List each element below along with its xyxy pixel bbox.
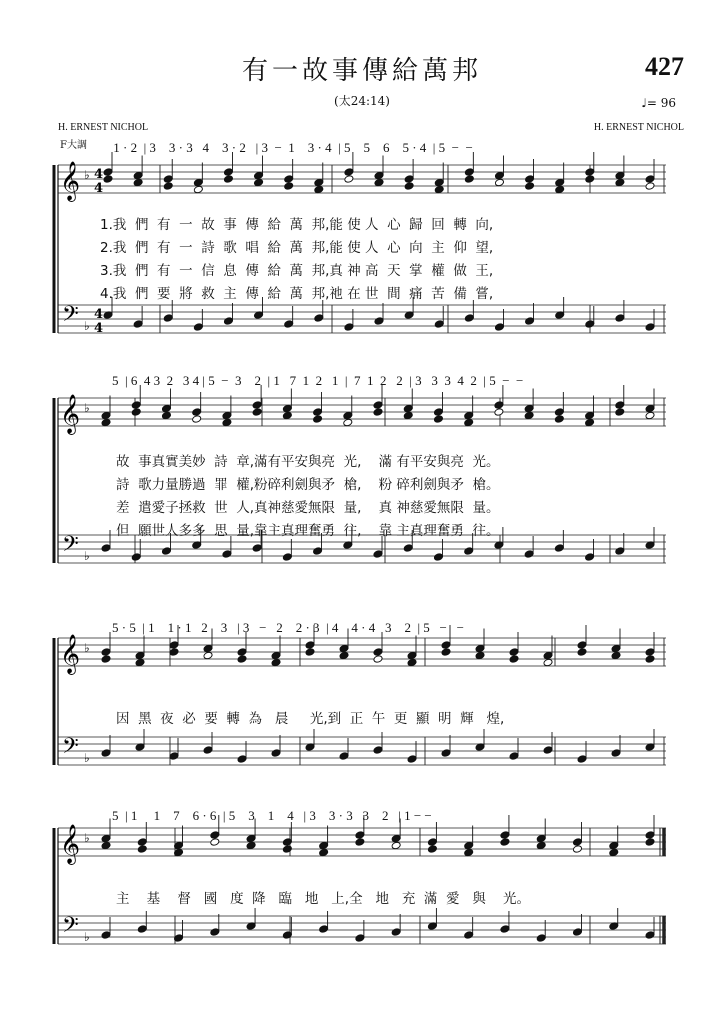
- treble-note: [373, 408, 383, 417]
- lyric-verse-2: 2.我 們 有 一 詩 歌 唱 給 萬 邦,能 使 人 心 向 主 仰 望,: [100, 240, 494, 256]
- treble-note: [464, 841, 474, 850]
- bass-note: [169, 752, 179, 761]
- treble-note: [210, 838, 220, 847]
- tempo-marking: ♩= 96: [641, 96, 676, 110]
- treble-note: [609, 841, 619, 850]
- treble-note: [427, 838, 437, 847]
- treble-note: [169, 641, 179, 650]
- treble-note: [524, 411, 534, 420]
- bass-note: [313, 547, 323, 556]
- flat-sign: ♭: [84, 751, 90, 765]
- bass-note: [645, 931, 655, 940]
- bass-note: [101, 544, 111, 553]
- treble-note: [494, 171, 504, 180]
- bass-note: [464, 547, 474, 556]
- lyric-verse-4: 4.我 們 要 將 救 主 傳 給 萬 邦,祂 在 世 間 痛 苦 備 嘗,: [100, 286, 494, 302]
- treble-note: [441, 648, 451, 657]
- bass-note: [344, 323, 354, 332]
- treble-note: [355, 838, 365, 847]
- treble-note: [222, 418, 232, 427]
- flat-sign: ♭: [84, 401, 90, 415]
- treble-note: [391, 834, 401, 843]
- treble-note: [645, 175, 655, 184]
- bass-note: [543, 746, 553, 755]
- treble-note: [192, 408, 202, 417]
- treble-note: [494, 408, 504, 417]
- bass-note: [355, 934, 365, 943]
- treble-note: [133, 171, 143, 180]
- treble-note: [282, 411, 292, 420]
- bass-note: [525, 317, 535, 326]
- treble-note: [555, 178, 565, 187]
- treble-note: [525, 182, 535, 191]
- bass-note: [577, 755, 587, 764]
- treble-note: [339, 651, 349, 660]
- treble-note: [407, 658, 417, 667]
- treble-note: [254, 171, 264, 180]
- treble-note: [163, 175, 173, 184]
- treble-note: [282, 404, 292, 413]
- treble-note: [319, 848, 329, 857]
- treble-note: [374, 178, 384, 187]
- flat-sign: ♭: [84, 168, 90, 182]
- treble-note: [193, 178, 203, 187]
- treble-note: [464, 848, 474, 857]
- treble-note: [433, 415, 443, 424]
- treble-note: [645, 411, 655, 420]
- bass-note: [407, 755, 417, 764]
- bass-note: [464, 931, 474, 940]
- treble-note: [237, 655, 247, 664]
- bass-note: [403, 544, 413, 553]
- treble-note: [464, 168, 474, 177]
- treble-note: [246, 841, 256, 850]
- lyric-verse-3: 差 遣愛子拯救 世 人,真神慈愛無限 量, 真 神慈愛無限 量。: [116, 500, 500, 516]
- bass-note: [282, 931, 292, 940]
- treble-note: [223, 168, 233, 177]
- treble-note: [373, 401, 383, 410]
- key-signature-text: F大調: [60, 140, 87, 151]
- treble-note: [585, 418, 595, 427]
- jianpu-line-3: 5 · 5 | 1 1 · 1 2 3 | 3 − 2 2 · 3 | 4 4 · 4 3 2 | 5 − −: [112, 620, 464, 635]
- treble-note: [101, 411, 111, 420]
- composer-credit-right: H. ERNEST NICHOL: [593, 122, 684, 133]
- treble-note: [645, 648, 655, 657]
- treble-note: [577, 648, 587, 657]
- treble-note: [391, 841, 401, 850]
- bass-note: [434, 320, 444, 329]
- treble-note: [373, 655, 383, 664]
- treble-note: [210, 831, 220, 840]
- lyric-verse-1: 1.我 們 有 一 故 事 傳 給 萬 邦,能 使 人 心 歸 回 轉 向,: [100, 217, 494, 233]
- treble-note: [611, 651, 621, 660]
- treble-note: [572, 845, 582, 854]
- treble-note: [169, 648, 179, 657]
- composer-credit-left: H. ERNEST NICHOL: [58, 122, 149, 133]
- bass-note: [585, 320, 595, 329]
- treble-note: [344, 168, 354, 177]
- treble-note: [193, 185, 203, 194]
- bass-note: [441, 749, 451, 758]
- treble-note: [133, 178, 143, 187]
- flat-sign: ♭: [84, 831, 90, 845]
- treble-note: [101, 655, 111, 664]
- treble-note: [101, 841, 111, 850]
- treble-note: [404, 182, 414, 191]
- treble-note: [137, 845, 147, 854]
- bass-note: [524, 550, 534, 559]
- bass-note: [161, 547, 171, 556]
- treble-note: [137, 838, 147, 847]
- treble-note: [645, 838, 655, 847]
- bass-note: [615, 314, 625, 323]
- treble-note: [192, 415, 202, 424]
- treble-note: [314, 185, 324, 194]
- bass-clef: 𝄢: [62, 532, 79, 562]
- bass-note: [203, 746, 213, 755]
- treble-note: [373, 648, 383, 657]
- treble-note: [427, 845, 437, 854]
- bass-note: [611, 749, 621, 758]
- bass-note: [101, 749, 111, 758]
- bass-note: [237, 755, 247, 764]
- flat-sign: ♭: [84, 641, 90, 655]
- treble-note: [101, 648, 111, 657]
- treble-note: [525, 175, 535, 184]
- treble-note: [237, 648, 247, 657]
- jianpu-line-4: 5 | 1 1 7 6 · 6 | 5 3 1 4 | 3 3 · 3 3 2 | 1 − −: [112, 808, 432, 823]
- treble-note: [374, 171, 384, 180]
- treble-note: [475, 651, 485, 660]
- treble-note: [434, 178, 444, 187]
- treble-note: [222, 411, 232, 420]
- treble-note: [271, 651, 281, 660]
- treble-note: [464, 175, 474, 184]
- bass-clef: 𝄢: [62, 734, 79, 764]
- treble-note: [611, 644, 621, 653]
- treble-note: [161, 411, 171, 420]
- jianpu-line-1: 1 · 2 | 3 3 · 3 4 3 · 2 | 3 − 1 3 · 4 | 5 5 6 5 · 4 | 5 − −: [110, 140, 473, 155]
- bass-note: [500, 925, 510, 934]
- treble-note: [494, 178, 504, 187]
- bass-note: [494, 323, 504, 332]
- treble-note: [282, 838, 292, 847]
- treble-clef: 𝄞: [60, 634, 81, 674]
- treble-note: [577, 641, 587, 650]
- lyric-verse-3: 3.我 們 有 一 信 息 傳 給 萬 邦,真 神 高 天 掌 權 做 王,: [100, 263, 494, 279]
- treble-note: [254, 178, 264, 187]
- treble-note: [131, 401, 141, 410]
- treble-note: [509, 655, 519, 664]
- treble-note: [282, 845, 292, 854]
- lyric-verse-2: 詩 歌力量勝過 罪 權,粉碎利劍與矛 槍, 粉 碎利劍與矛 槍。: [116, 477, 500, 493]
- treble-note: [313, 408, 323, 417]
- treble-note: [101, 834, 111, 843]
- treble-note: [543, 651, 553, 660]
- treble-note: [203, 644, 213, 653]
- lyric-verse-4: 但 願世人多多 思 量,靠主真理奮勇 往, 靠 主真理奮勇 往。: [116, 523, 500, 539]
- treble-note: [441, 641, 451, 650]
- bass-note: [373, 550, 383, 559]
- treble-note: [475, 644, 485, 653]
- bass-note: [210, 928, 220, 937]
- treble-note: [252, 408, 262, 417]
- treble-note: [645, 404, 655, 413]
- time-signature: 4: [94, 167, 104, 182]
- treble-note: [252, 401, 262, 410]
- treble-note: [223, 175, 233, 184]
- hymn-number: 427: [645, 52, 684, 81]
- bass-note: [133, 320, 143, 329]
- bass-note: [645, 323, 655, 332]
- treble-note: [163, 182, 173, 191]
- bass-note: [314, 314, 324, 323]
- treble-note: [103, 175, 113, 184]
- treble-note: [609, 848, 619, 857]
- treble-note: [131, 408, 141, 417]
- treble-note: [536, 834, 546, 843]
- treble-note: [524, 404, 534, 413]
- treble-note: [615, 171, 625, 180]
- bass-note: [131, 553, 141, 562]
- treble-note: [284, 175, 294, 184]
- bass-note: [339, 752, 349, 761]
- treble-note: [203, 651, 213, 660]
- treble-note: [615, 401, 625, 410]
- treble-note: [555, 185, 565, 194]
- bass-note: [554, 544, 564, 553]
- treble-note: [319, 841, 329, 850]
- lyric-line-4: 主 基 督 國 度 降 臨 地 上,全 地 充 滿 愛 與 光。: [116, 891, 531, 907]
- bass-note: [284, 320, 294, 329]
- treble-note: [103, 168, 113, 177]
- treble-clef: 𝄞: [60, 161, 81, 201]
- treble-note: [554, 415, 564, 424]
- hymn-title: 有一故事傳給萬邦: [241, 56, 482, 86]
- treble-note: [434, 185, 444, 194]
- treble-note: [407, 651, 417, 660]
- treble-note: [404, 175, 414, 184]
- treble-note: [554, 408, 564, 417]
- treble-note: [543, 658, 553, 667]
- bass-note: [193, 323, 203, 332]
- treble-note: [314, 178, 324, 187]
- treble-note: [271, 658, 281, 667]
- treble-note: [355, 831, 365, 840]
- treble-note: [343, 418, 353, 427]
- treble-note: [135, 658, 145, 667]
- treble-note: [585, 168, 595, 177]
- treble-note: [101, 418, 111, 427]
- flat-sign: ♭: [84, 319, 90, 333]
- treble-clef: 𝄞: [60, 824, 81, 864]
- treble-note: [313, 415, 323, 424]
- jianpu-line-2: 5 | 6 4 3 2 3 4 | 5 − 3 2 | 1 7 1 2 1 | 7 1 2 2 | 3 3 3 4 2 | 5 − −: [112, 373, 524, 388]
- treble-note: [585, 175, 595, 184]
- bass-note: [536, 934, 546, 943]
- treble-note: [135, 651, 145, 660]
- lyric-verse-1: 故 事真實美妙 詩 章,滿有平安與亮 光, 滿 有平安與亮 光。: [116, 454, 500, 470]
- treble-note: [500, 831, 510, 840]
- treble-note: [572, 838, 582, 847]
- bass-note: [509, 752, 519, 761]
- treble-note: [645, 831, 655, 840]
- treble-clef: 𝄞: [60, 394, 81, 434]
- bass-note: [572, 928, 582, 937]
- treble-note: [161, 404, 171, 413]
- time-signature: 4: [94, 181, 104, 196]
- time-signature: 4: [94, 321, 104, 336]
- bass-clef: 𝄢: [62, 913, 79, 943]
- bass-note: [223, 317, 233, 326]
- bass-note: [433, 553, 443, 562]
- treble-note: [464, 411, 474, 420]
- treble-note: [615, 408, 625, 417]
- bass-note: [271, 749, 281, 758]
- bass-note: [137, 925, 147, 934]
- treble-note: [615, 178, 625, 187]
- bass-note: [282, 553, 292, 562]
- treble-note: [403, 404, 413, 413]
- treble-note: [536, 841, 546, 850]
- treble-note: [284, 182, 294, 191]
- treble-note: [343, 411, 353, 420]
- bass-note: [222, 550, 232, 559]
- treble-note: [645, 655, 655, 664]
- treble-note: [645, 182, 655, 191]
- bass-note: [319, 925, 329, 934]
- flat-sign: ♭: [84, 549, 90, 563]
- treble-note: [305, 641, 315, 650]
- scripture-reference: (太24:14): [334, 94, 390, 108]
- flat-sign: ♭: [84, 930, 90, 944]
- treble-note: [339, 644, 349, 653]
- treble-note: [464, 418, 474, 427]
- treble-note: [344, 175, 354, 184]
- bass-note: [252, 544, 262, 553]
- treble-note: [246, 834, 256, 843]
- time-signature: 4: [94, 307, 104, 322]
- bass-note: [615, 547, 625, 556]
- bass-clef: 𝄢: [62, 302, 79, 332]
- bass-note: [163, 314, 173, 323]
- treble-note: [585, 411, 595, 420]
- bass-note: [101, 931, 111, 940]
- treble-note: [509, 648, 519, 657]
- lyric-line-3: 因 黑 夜 必 要 轉 為 晨 光,到 正 午 更 顯 明 輝 煌,: [116, 711, 505, 727]
- bass-note: [373, 746, 383, 755]
- treble-note: [433, 408, 443, 417]
- bass-note: [585, 553, 595, 562]
- treble-note: [403, 411, 413, 420]
- bass-note: [374, 317, 384, 326]
- treble-note: [305, 648, 315, 657]
- treble-note: [494, 401, 504, 410]
- bass-note: [391, 928, 401, 937]
- bass-note: [464, 314, 474, 323]
- treble-note: [500, 838, 510, 847]
